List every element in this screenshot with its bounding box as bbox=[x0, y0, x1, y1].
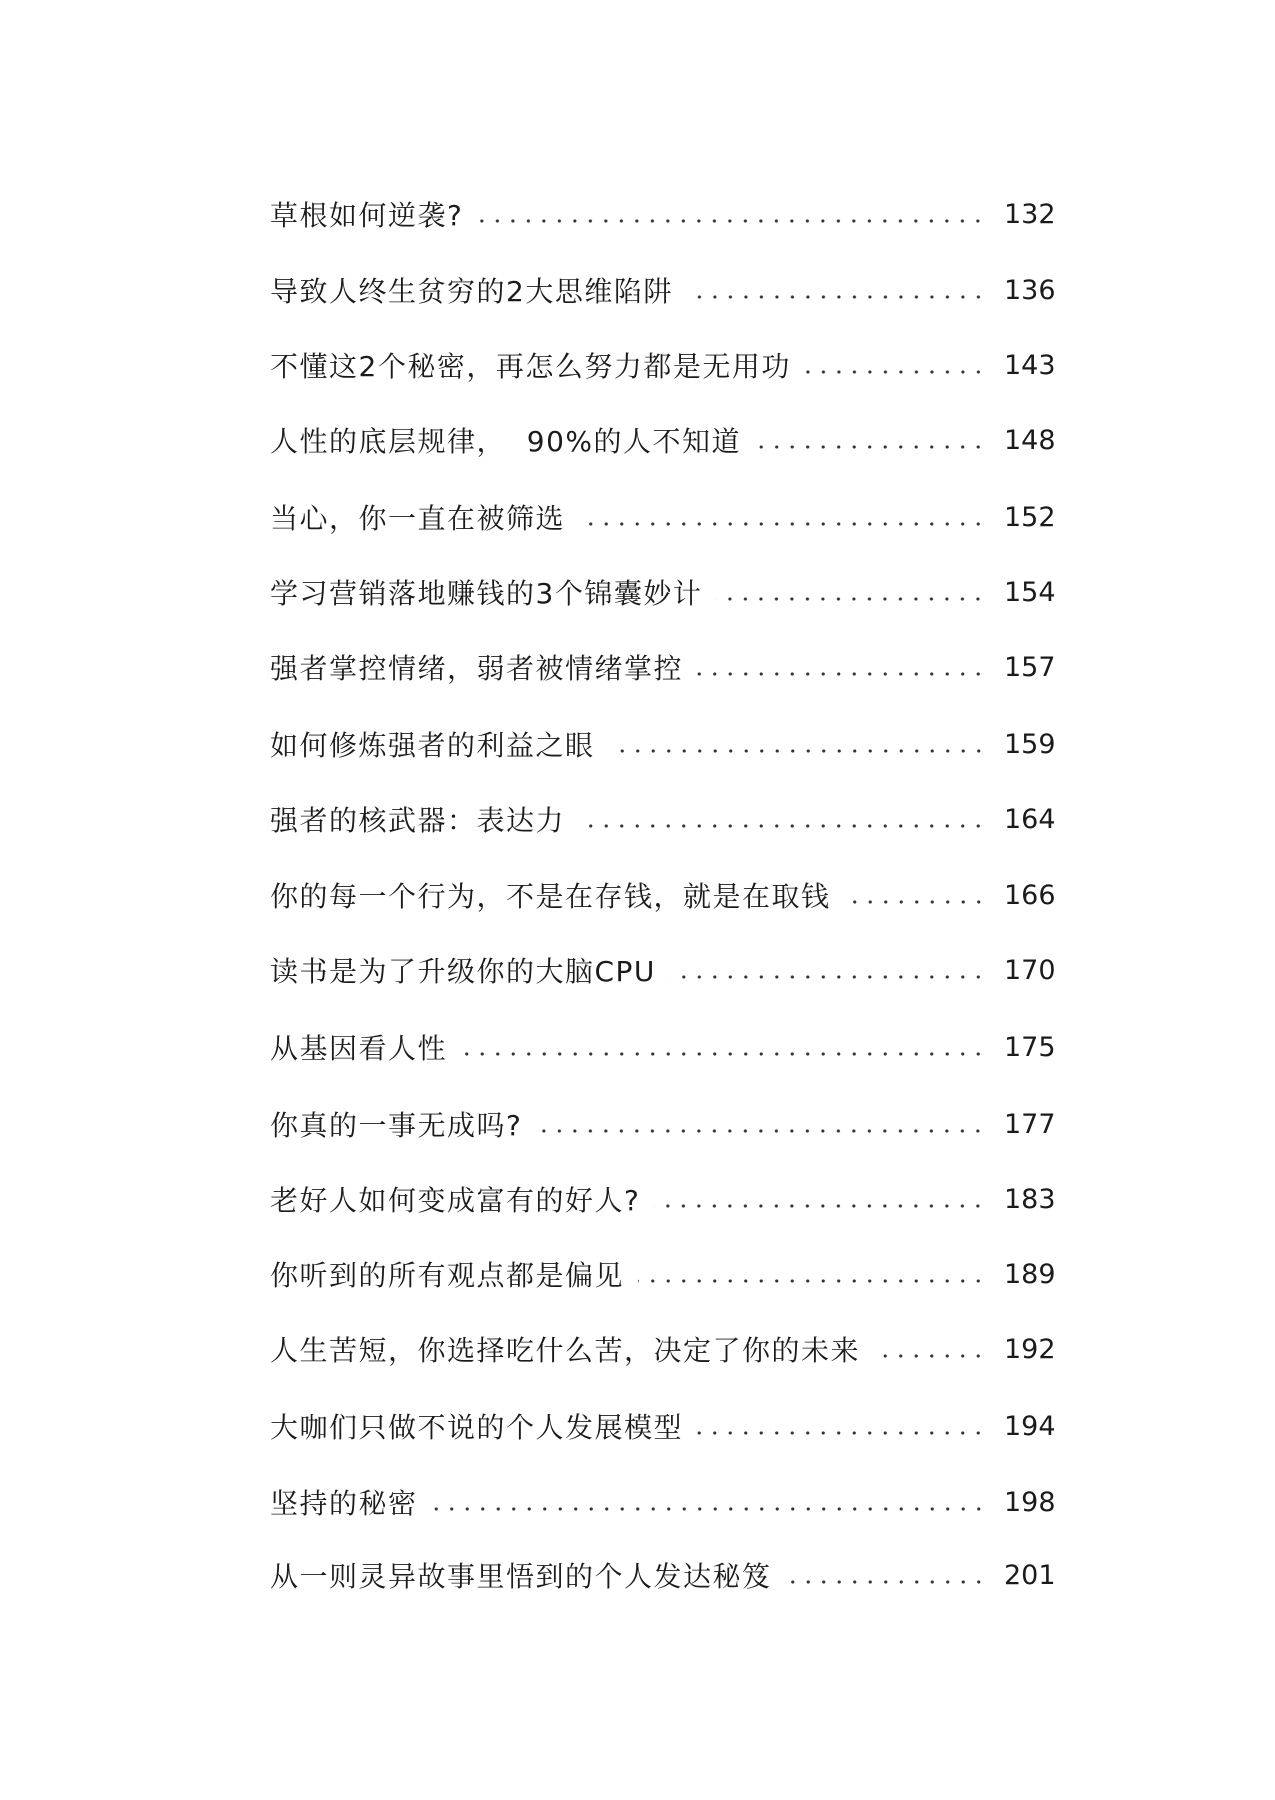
toc-entry-title: 你的每一个行为，不是在存钱，就是在取钱 bbox=[270, 880, 831, 913]
dot-leader bbox=[755, 443, 986, 451]
dot-leader bbox=[805, 368, 986, 376]
toc-entry-title: 草根如何逆袭? bbox=[270, 199, 464, 232]
toc-entry-page: 152 bbox=[1004, 501, 1056, 533]
dot-leader bbox=[579, 520, 986, 528]
toc-entry[interactable] bbox=[270, 1025, 1056, 1069]
toc-entry-title: 当心，你一直在被筛选 bbox=[270, 502, 566, 535]
toc-entry-page: 194 bbox=[1004, 1410, 1056, 1442]
toc-entry-title: 人性的底层规律， 90%的人不知道 bbox=[270, 425, 742, 458]
toc-entry-page: 136 bbox=[1004, 274, 1056, 306]
dot-leader bbox=[579, 822, 986, 830]
toc-entry[interactable] bbox=[270, 1404, 1056, 1448]
toc-entry-title: 读书是为了升级你的大脑CPU bbox=[270, 955, 656, 988]
dot-leader bbox=[609, 747, 986, 755]
dot-leader bbox=[461, 1050, 986, 1058]
toc-entry-title: 从一则灵异故事里悟到的个人发达秘笈 bbox=[270, 1560, 772, 1593]
toc-entry-page: 164 bbox=[1004, 803, 1056, 835]
toc-entry-title: 强者的核武器：表达力 bbox=[270, 804, 566, 837]
toc-entry[interactable] bbox=[270, 1102, 1056, 1146]
toc-entry-title: 坚持的秘密 bbox=[270, 1487, 418, 1520]
toc-entry[interactable] bbox=[270, 1252, 1056, 1296]
toc-entry-title: 你真的一事无成吗? bbox=[270, 1109, 523, 1142]
toc-entry-title: 你听到的所有观点都是偏见 bbox=[270, 1259, 625, 1292]
toc-entry-page: 201 bbox=[1004, 1559, 1056, 1591]
dot-leader bbox=[697, 1429, 986, 1437]
toc-entry-page: 183 bbox=[1004, 1183, 1056, 1215]
dot-leader bbox=[845, 898, 986, 906]
toc-entry-title: 老好人如何变成富有的好人? bbox=[270, 1184, 641, 1217]
toc-entry-page: 170 bbox=[1004, 954, 1056, 986]
toc-entry-title: 如何修炼强者的利益之眼 bbox=[270, 729, 595, 762]
toc-entry-page: 175 bbox=[1004, 1031, 1056, 1063]
toc-entry[interactable] bbox=[270, 1177, 1056, 1221]
dot-leader bbox=[874, 1352, 986, 1360]
dot-leader bbox=[716, 595, 986, 603]
toc-entry-title: 从基因看人性 bbox=[270, 1032, 448, 1065]
toc-entry-page: 143 bbox=[1004, 349, 1056, 381]
dot-leader bbox=[670, 973, 986, 981]
toc-entry[interactable] bbox=[270, 1553, 1056, 1597]
toc-entry[interactable] bbox=[270, 418, 1056, 462]
toc-entry[interactable] bbox=[270, 495, 1056, 539]
toc-entry[interactable] bbox=[270, 948, 1056, 992]
toc-entry-title: 大咖们只做不说的个人发展模型 bbox=[270, 1411, 684, 1444]
toc-entry-title: 不懂这2个秘密，再怎么努力都是无用功 bbox=[270, 350, 791, 383]
toc-entry-page: 132 bbox=[1004, 198, 1056, 230]
toc-entry-page: 177 bbox=[1004, 1108, 1056, 1140]
dot-leader bbox=[654, 1202, 986, 1210]
toc-entry-page: 157 bbox=[1004, 651, 1056, 683]
dot-leader bbox=[432, 1505, 986, 1513]
dot-leader bbox=[477, 217, 986, 225]
toc-entry-page: 154 bbox=[1004, 576, 1056, 608]
dot-leader bbox=[536, 1127, 986, 1135]
toc-entry-page: 159 bbox=[1004, 728, 1056, 760]
toc-entry-page: 189 bbox=[1004, 1258, 1056, 1290]
toc-entry[interactable] bbox=[270, 797, 1056, 841]
toc-entry-page: 166 bbox=[1004, 879, 1056, 911]
toc-entry-title: 导致人终生贫穷的2大思维陷阱 bbox=[270, 275, 673, 308]
dot-leader bbox=[687, 293, 986, 301]
toc-entry[interactable] bbox=[270, 873, 1056, 917]
dot-leader bbox=[786, 1578, 986, 1586]
toc-entry[interactable] bbox=[270, 645, 1056, 689]
toc-entry[interactable] bbox=[270, 192, 1056, 236]
toc-entry[interactable] bbox=[270, 570, 1056, 614]
toc-entry-title: 强者掌控情绪，弱者被情绪掌控 bbox=[270, 652, 684, 685]
toc-entry[interactable] bbox=[270, 268, 1056, 312]
dot-leader bbox=[697, 670, 986, 678]
toc-entry[interactable] bbox=[270, 722, 1056, 766]
dot-leader bbox=[638, 1277, 986, 1285]
toc-entry-page: 192 bbox=[1004, 1333, 1056, 1365]
toc-entry[interactable] bbox=[270, 1480, 1056, 1524]
toc-entry[interactable] bbox=[270, 343, 1056, 387]
toc-entry-title: 学习营销落地赚钱的3个锦囊妙计 bbox=[270, 577, 703, 610]
toc-entry-title: 人生苦短，你选择吃什么苦，决定了你的未来 bbox=[270, 1334, 861, 1367]
toc-entry-page: 198 bbox=[1004, 1486, 1056, 1518]
toc-entry[interactable] bbox=[270, 1327, 1056, 1371]
toc-entry-page: 148 bbox=[1004, 424, 1056, 456]
